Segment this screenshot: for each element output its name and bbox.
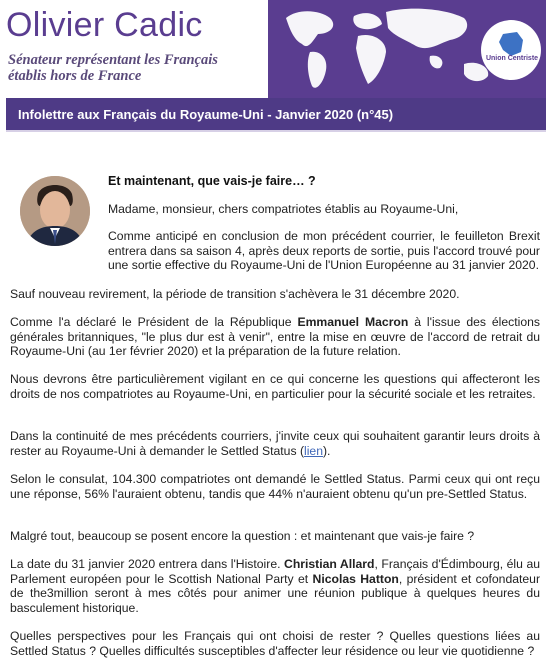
sender-name: Olivier Cadic xyxy=(6,6,203,44)
vigilance-paragraph: Nous devrons être particulièrement vigilant en ce qui concerne les questions qui affecteront les droits de nos compatriotes au Royaume-Uni, en particulier pour la sécurité sociale et les retraites. xyxy=(10,372,540,401)
settled-status-paragraph: Dans la continuité de mes précédents courriers, j'invite ceux qui souhaitent garantir leurs droits à rester au Royaume-Uni à demander le Settled Status (lien). xyxy=(10,429,540,458)
settled-status-link[interactable]: lien xyxy=(304,443,323,458)
brexit-paragraph: Comme anticipé en conclusion de mon précédent courrier, le feuilleton Brexit entrera dans sa saison 4, après deux reports de sortie, puis l'accord trouvé pour une sortie effective du Royaume-Uni de l'Union Européenne au 31 janvier 2020. xyxy=(108,229,540,272)
transition-paragraph: Sauf nouveau revirement, la période de transition s'achèvera le 31 décembre 2020. xyxy=(10,287,460,301)
perspectives-paragraph: Quelles perspectives pour les Français qui ont choisi de rester ? Quelles questions liées au Settled Status ? Quelles difficultés susceptibles d'affecter leur résidence ou leur vie quotidienne ? xyxy=(10,629,540,658)
question-paragraph: Malgré tout, beaucoup se posent encore la question : et maintenant que vais-je faire ? xyxy=(10,529,475,543)
author-portrait xyxy=(20,176,90,246)
macron-paragraph: Comme l'a déclaré le Président de la République Emmanuel Macron à l'issue des élections générales britanniques, "le plus dur est à venir", entre la mise en œuvre de l'accord de retrait du Royaume-Uni (au 1er février 2020) et la préparation de la future relation. xyxy=(10,315,540,358)
article-heading: Et maintenant, que vais-je faire… ? xyxy=(108,174,316,188)
greeting-paragraph: Madame, monsieur, chers compatriotes établis au Royaume-Uni, xyxy=(108,202,459,216)
logo-label: Union Centriste xyxy=(485,55,539,62)
consulate-paragraph: Selon le consulat, 104.300 compatriotes ont demandé le Settled Status. Parmi ceux qui ont reçu une réponse, 56% l'auraient obtenu, tandis que 44% n'auraient obtenu qu'un pre-Settled Status. xyxy=(10,472,540,501)
macron-name: Emmanuel Macron xyxy=(297,315,409,329)
subtitle-line-2: établis hors de France xyxy=(8,68,142,84)
event-paragraph: La date du 31 janvier 2020 entrera dans l'Histoire. Christian Allard, Français d'Édimbourg, élu au Parlement européen pour le Scottish National Party et Nicolas Hatton, président et cofondateur de the3million seront à mes côtés pour animer une réunion publique à quelques heures du basculement historique. xyxy=(10,557,541,615)
allard-name: Christian Allard xyxy=(284,557,375,571)
subtitle-line-1: Sénateur représentant les Français xyxy=(8,52,218,68)
sender-title xyxy=(8,52,218,84)
newsletter-title-banner: Infolettre aux Français du Royaume-Uni - Janvier 2020 (n°45) xyxy=(6,98,546,132)
hatton-name: Nicolas Hatton xyxy=(312,571,399,586)
newsletter-header xyxy=(0,0,546,98)
union-centriste-logo xyxy=(481,20,541,80)
